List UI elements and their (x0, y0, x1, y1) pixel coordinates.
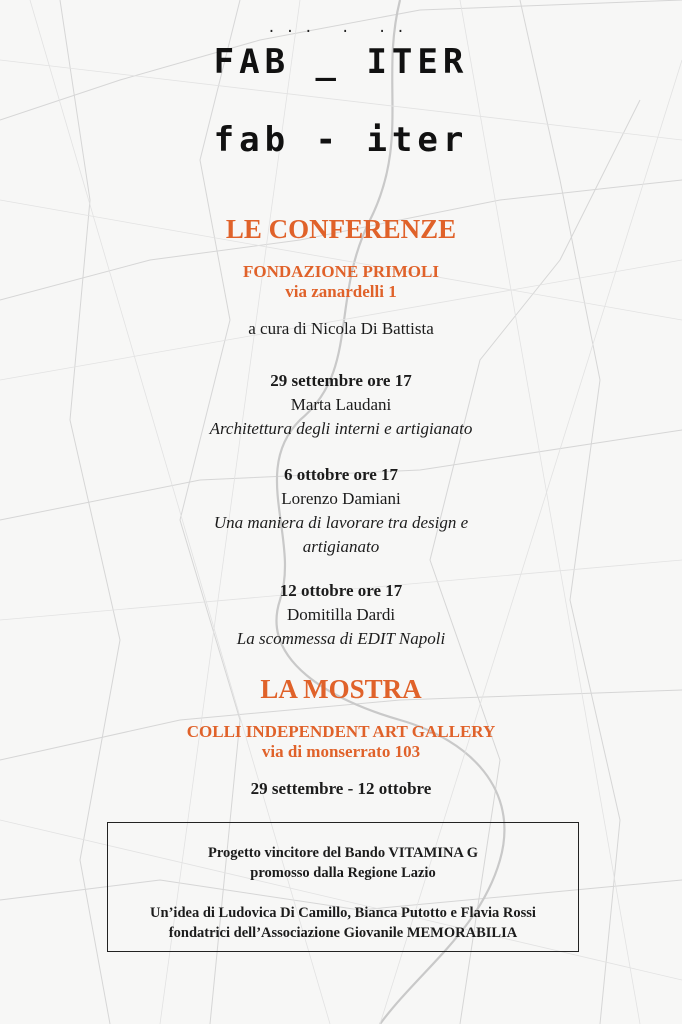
event-1-title: Architettura degli interni e artigianato (209, 419, 473, 438)
mostra-heading: LA MOSTRA (260, 674, 422, 704)
event-1-speaker: Marta Laudani (290, 395, 392, 414)
event-1-date: 29 settembre ore 17 (270, 371, 412, 390)
event-3-title: La scommessa di EDIT Napoli (236, 629, 446, 648)
logo-lowercase: fab - iter (213, 120, 469, 160)
event-2-title-line1: Una maniera di lavorare tra design e (213, 513, 469, 532)
event-2-speaker: Lorenzo Damiani (281, 489, 401, 508)
event-2-date: 6 ottobre ore 17 (283, 465, 399, 484)
mostra-address: via di monserrato 103 (261, 742, 421, 761)
curator-line: a cura di Nicola Di Battista (248, 319, 434, 338)
event-3-speaker: Domitilla Dardi (286, 605, 396, 624)
credits-line-3: Un’idea di Ludovica Di Camillo, Bianca Putotto e Flavia Rossi (150, 905, 536, 921)
credits-line-1: Progetto vincitore del Bando VITAMINA G (208, 845, 478, 861)
conferenze-heading: LE CONFERENZE (225, 214, 457, 244)
mostra-dates: 29 settembre - 12 ottobre (250, 779, 432, 798)
logo-uppercase: FAB _ ITER (213, 42, 469, 82)
event-2-title-line2: artigianato (302, 537, 380, 556)
logo-dots: ··· · ·· (267, 24, 415, 40)
event-3-date: 12 ottobre ore 17 (279, 581, 403, 600)
mostra-venue: COLLI INDEPENDENT ART GALLERY (186, 722, 496, 741)
conferenze-venue: FONDAZIONE PRIMOLI (243, 262, 439, 281)
credits-line-4: fondatrici dell’Associazione Giovanile MEMORABILIA (168, 925, 518, 941)
credits-box (107, 822, 579, 952)
credits-line-2: promosso dalla Regione Lazio (250, 865, 436, 881)
conferenze-address: via zanardelli 1 (285, 282, 397, 301)
